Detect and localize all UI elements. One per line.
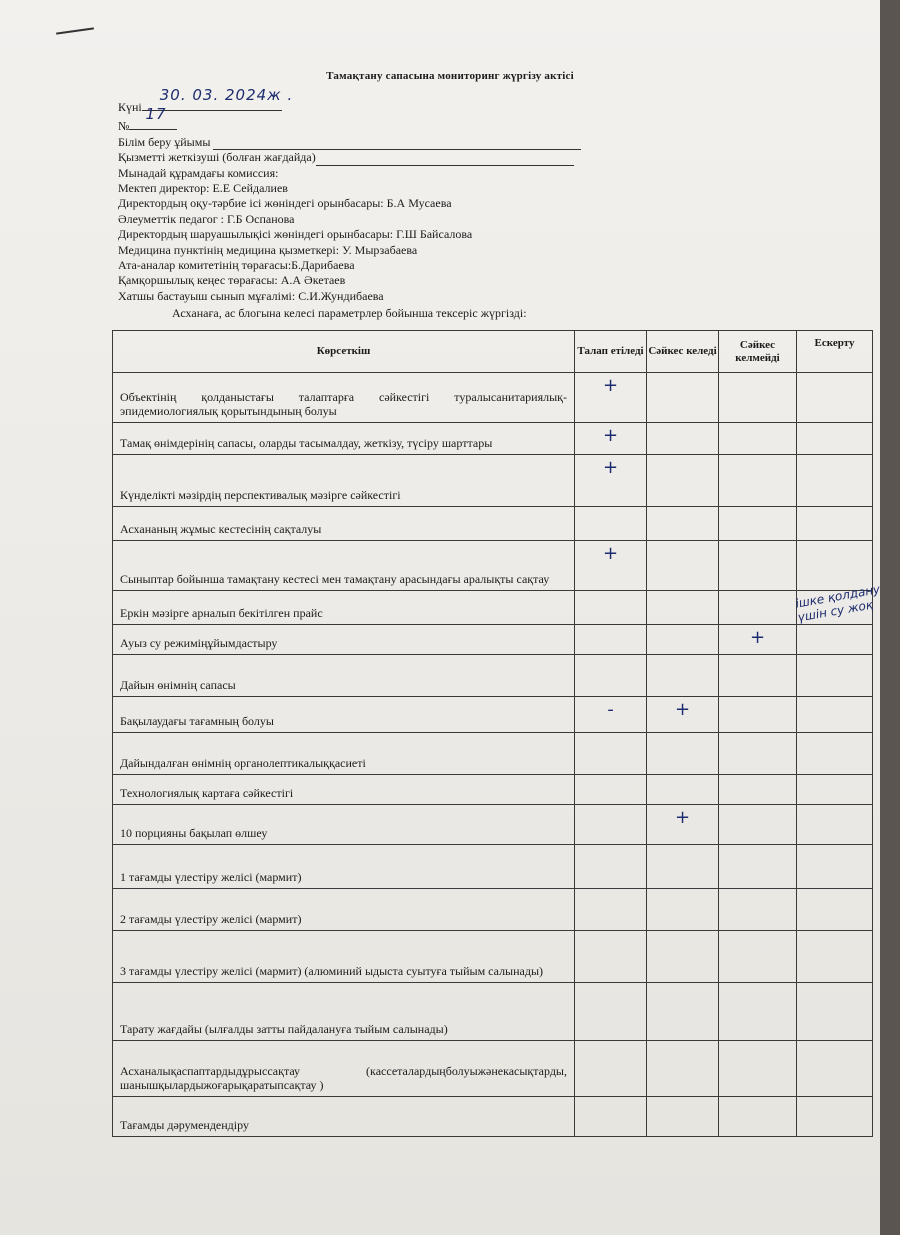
date-value: 30. 03. 2024ж . [159,86,294,104]
table-row [113,983,873,1041]
note-cell [797,775,873,805]
note-cell [797,889,873,931]
noncomplies-cell [719,733,797,775]
complies-cell [647,373,719,423]
note-cell [797,805,873,845]
required-cell [575,655,647,697]
required-cell [575,931,647,983]
handwritten-mark: + [602,457,619,478]
note-cell [797,625,873,655]
note-cell [797,655,873,697]
document-title: Тамақтану сапасына мониторинг жүргізу актісі [326,70,574,82]
complies-cell [647,507,719,541]
indicator-cell: Еркін мәзірге арналып бекітілген прайс [113,591,575,625]
indicator-cell: Тамақ өнімдерінің сапасы, оларды тасымалдау, жеткізу, түсіру шарттары [113,423,575,455]
table-row [113,775,873,805]
header-note: Ескерту [797,331,873,373]
header-complies: Сәйкес келеді [647,331,719,373]
required-cell [575,1097,647,1137]
required-cell [575,591,647,625]
number-value: 17 [145,105,167,124]
required-cell [575,541,647,591]
handwritten-mark: + [674,699,691,720]
member-deputy-household: Директордың шаруашылықісі жөніндегі орынбасары: Г.Ш Байсалова [118,227,473,242]
noncomplies-cell [719,591,797,625]
note-cell [797,373,873,423]
complies-cell [647,733,719,775]
table-row [113,455,873,507]
handwritten-mark: + [674,807,691,828]
noncomplies-cell [719,1097,797,1137]
table-row [113,1041,873,1097]
complies-cell [647,1041,719,1097]
note-cell [797,931,873,983]
required-cell [575,845,647,889]
provider-blank-line [316,154,574,166]
indicator-cell: Дайындалған өнімнің органолептикалыққасиеті [113,733,575,775]
indicator-cell: Технологиялық картаға сәйкестігі [113,775,575,805]
noncomplies-cell [719,697,797,733]
noncomplies-cell [719,455,797,507]
noncomplies-cell [719,805,797,845]
complies-cell [647,889,719,931]
complies-cell [647,625,719,655]
noncomplies-cell [719,931,797,983]
table-body [113,373,873,1137]
header-info [118,86,581,304]
header-indicator: Көрсеткіш [113,331,575,373]
required-cell [575,507,647,541]
noncomplies-cell [719,541,797,591]
org-label: Білім беру ұйымы [118,134,211,149]
indicator-cell: Тағамды дәрумендендіру [113,1097,575,1137]
noncomplies-cell [719,423,797,455]
complies-cell [647,805,719,845]
required-cell [575,775,647,805]
indicator-cell: Тарату жағдайы (ылғалды затты пайдалануға тыйым салынады) [113,983,575,1041]
note-cell [797,423,873,455]
indicator-cell: Ауыз су режиміңұйымдастыру [113,625,575,655]
org-blank-line [213,138,581,150]
required-cell [575,889,647,931]
noncomplies-cell [719,775,797,805]
complies-cell [647,697,719,733]
handwritten-mark: + [602,543,619,564]
required-cell [575,697,647,733]
required-cell [575,733,647,775]
noncomplies-cell [719,983,797,1041]
note-cell [797,507,873,541]
member-trustee-council: Қамқоршылық кеңес төрағасы: А.А Әкетаев [118,273,346,288]
note-cell [797,1097,873,1137]
noncomplies-cell [719,1041,797,1097]
provider-row [118,150,581,165]
note-cell [797,845,873,889]
member-deputy-education: Директордың оқу-тәрбие ісі жөніндегі орынбасары: Б.А Мусаева [118,196,452,211]
table-row [113,805,873,845]
complies-cell [647,455,719,507]
indicator-cell: Дайын өнімнің сапасы [113,655,575,697]
table-row [113,625,873,655]
number-label: № [118,119,130,134]
table-row [113,541,873,591]
complies-cell [647,1097,719,1137]
corner-dash-mark [56,27,94,34]
noncomplies-cell [719,655,797,697]
indicator-cell: Күнделікті мәзірдің перспективалық мәзірге сәйкестігі [113,455,575,507]
noncomplies-cell [719,845,797,889]
table-row [113,507,873,541]
required-cell [575,983,647,1041]
complies-cell [647,423,719,455]
required-cell [575,805,647,845]
noncomplies-cell [719,889,797,931]
handwritten-mark: + [602,425,619,446]
commission-label: Мынадай құрамдағы комиссия: [118,165,279,180]
noncomplies-cell [719,373,797,423]
indicator-cell: Асханалықаспаптардыдұрыссақтау (кассеталардыңболуыжәнекасықтарды, шанышқылардыжоғарықаратыпсақтау ) [113,1041,575,1097]
indicator-cell: Сыныптар бойынша тамақтану кестесі мен тамақтану арасындағы аралықты сақтау [113,541,575,591]
org-row [118,135,581,150]
member-social-pedagogue: Әлеуметтік педагог : Г.Б Оспанова [118,211,295,226]
complies-cell [647,775,719,805]
table-row [113,655,873,697]
note-cell [797,541,873,591]
table-row [113,373,873,423]
table-row [113,733,873,775]
note-cell [797,697,873,733]
handwritten-note: ішке қолдану үшін су жоқ [794,582,882,625]
note-cell [797,455,873,507]
noncomplies-cell [719,507,797,541]
member-secretary: Хатшы бастауыш сынып мұғалімі: С.И.Жундибаева [118,288,384,303]
indicator-cell: 2 тағамды үлестіру желісі (мармит) [113,889,575,931]
required-cell [575,423,647,455]
member-medical-worker: Медицина пунктінің медицина қызметкері: У. Мырзабаева [118,242,418,257]
table-row [113,889,873,931]
handwritten-mark: - [607,699,614,720]
complies-cell [647,931,719,983]
required-cell [575,1041,647,1097]
note-cell [797,1041,873,1097]
member-director: Мектеп директор: Е.Е Сейдалиев [118,181,288,196]
note-cell [797,983,873,1041]
date-row [118,86,581,115]
complies-cell [647,541,719,591]
table-row [113,931,873,983]
header-noncomplies: Сәйкес келмейді [719,331,797,373]
indicator-cell: 10 порцияны бақылап өлшеу [113,805,575,845]
table-row [113,591,873,625]
member-parents-committee: Ата-аналар комитетінің төрағасы:Б.Дарибаева [118,258,355,273]
lead-text: Асханаға, ас блогына келесі параметрлер бойынша тексеріс жүргізді: [172,306,527,320]
table-row [113,1097,873,1137]
complies-cell [647,845,719,889]
noncomplies-cell [719,625,797,655]
indicator-cell: 3 тағамды үлестіру желісі (мармит) (алюминий ыдыста суытуға тыйым салынады) [113,931,575,983]
indicator-cell: Объектінің қолданыстағы талаптарға сәйкестігі туралысанитариялық-эпидемиологиялық қорытындының болуы [113,373,575,423]
complies-cell [647,655,719,697]
table-header-row [113,331,873,373]
table-row [113,845,873,889]
indicator-cell: 1 тағамды үлестіру желісі (мармит) [113,845,575,889]
handwritten-mark: + [749,627,766,648]
complies-cell [647,591,719,625]
required-cell [575,455,647,507]
provider-label: Қызметті жеткізуші (болған жағдайда) [118,150,316,165]
indicator-cell: Асхананың жұмыс кестесінің сақталуы [113,507,575,541]
required-cell [575,373,647,423]
number-field [129,105,177,130]
note-cell [797,733,873,775]
required-cell [575,625,647,655]
indicator-cell: Бақылаудағы тағамның болуы [113,697,575,733]
table-row [113,697,873,733]
header-required: Талап етіледі [575,331,647,373]
complies-cell [647,983,719,1041]
date-label: Күні [118,100,142,114]
inspection-table [112,330,873,1137]
table-row [113,423,873,455]
handwritten-mark: + [602,375,619,396]
